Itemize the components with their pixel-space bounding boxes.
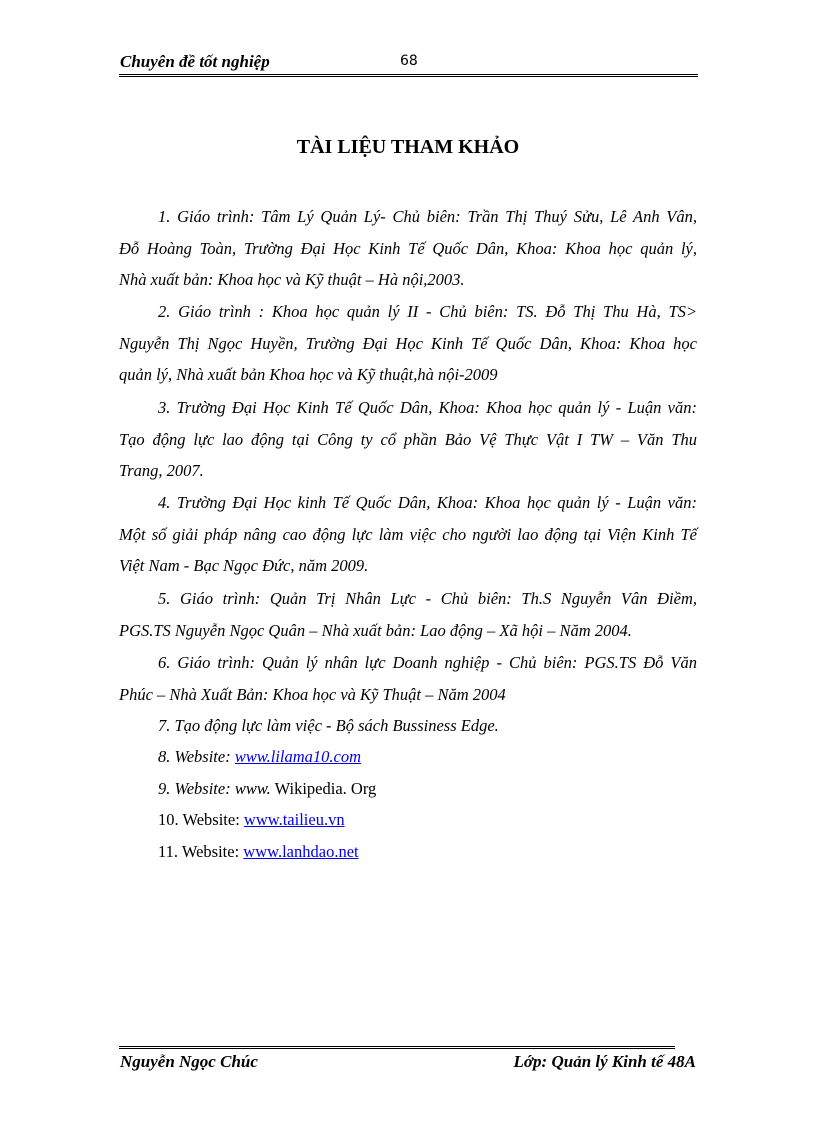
reference-line: Phúc – Nhà Xuất Bản: Khoa học và Kỹ Thuật – Năm 2004 bbox=[119, 684, 506, 704]
reference-label: 9. Website: www. bbox=[158, 779, 271, 798]
reference-line: 1. Giáo trình: Tâm Lý Quản Lý- Chủ biên: Trần Thị Thuý Sửu, Lê Anh Vân, bbox=[158, 207, 697, 226]
reference-3 bbox=[119, 392, 697, 487]
reference-2 bbox=[119, 296, 697, 391]
reference-line: quản lý, Nhà xuất bản Khoa học và Kỹ thuật,hà nội-2009 bbox=[119, 365, 498, 384]
reference-label: 11. Website: bbox=[158, 842, 244, 861]
reference-7 bbox=[119, 710, 697, 742]
reference-11 bbox=[119, 836, 697, 868]
website-link[interactable]: www.tailieu.vn bbox=[243, 810, 345, 829]
reference-9 bbox=[119, 773, 697, 805]
reference-line: 3. Trường Đại Học Kinh Tế Quốc Dân, Khoa: Khoa học quản lý - Luận văn: bbox=[158, 398, 697, 417]
reference-line: Một số giải pháp nâng cao động lực làm việc cho người lao động tại Viện Kinh Tế bbox=[119, 524, 697, 544]
reference-line: Trang, 2007. bbox=[119, 461, 204, 480]
reference-line: Nguyễn Thị Ngọc Huyền, Trường Đại Học Kinh Tế Quốc Dân, Khoa: Khoa học bbox=[119, 333, 697, 353]
page-number: 68 bbox=[400, 53, 418, 69]
reference-line bbox=[119, 773, 697, 805]
reference-line: Đỗ Hoàng Toàn, Trường Đại Học Kinh Tế Quốc Dân, Khoa: Khoa học quản lý, bbox=[119, 238, 697, 258]
website-link[interactable]: www.lilama10.com bbox=[234, 747, 362, 766]
reference-line: Tạo động lực lao động tại Công ty cổ phần Bảo Vệ Thực Vật I TW – Văn Thu bbox=[119, 429, 697, 449]
reference-line bbox=[119, 741, 697, 773]
reference-line: Việt Nam - Bạc Ngọc Đức, năm 2009. bbox=[119, 556, 369, 575]
reference-line: 5. Giáo trình: Quản Trị Nhân Lực - Chủ biên: Th.S Nguyễn Vân Điềm, bbox=[158, 589, 697, 608]
reference-line: Nhà xuất bản: Khoa học và Kỹ thuật – Hà nội,2003. bbox=[119, 270, 465, 289]
reference-text: Wikipedia. Org bbox=[270, 779, 377, 798]
reference-line: 7. Tạo động lực làm việc - Bộ sách Bussiness Edge. bbox=[158, 716, 499, 735]
reference-label: 8. Website: bbox=[158, 747, 235, 766]
header-title: Chuyên đề tốt nghiệp bbox=[120, 52, 270, 71]
footer-class: Lớp: Quản lý Kinh tế 48A bbox=[513, 1052, 696, 1071]
footer-author: Nguyễn Ngọc Chúc bbox=[120, 1052, 258, 1071]
reference-line bbox=[119, 804, 697, 836]
website-link[interactable]: www.lanhdao.net bbox=[243, 842, 359, 861]
footer-divider bbox=[119, 1046, 675, 1051]
reference-4 bbox=[119, 487, 697, 582]
reference-1 bbox=[119, 201, 697, 296]
reference-label: 10. Website: bbox=[158, 810, 244, 829]
page-title: TÀI LIỆU THAM KHẢO bbox=[296, 136, 520, 158]
reference-5 bbox=[119, 583, 697, 646]
reference-line: PGS.TS Nguyễn Ngọc Quân – Nhà xuất bản: Lao động – Xã hội – Năm 2004. bbox=[119, 620, 632, 640]
reference-line bbox=[119, 836, 697, 868]
reference-line: 4. Trường Đại Học kinh Tế Quốc Dân, Khoa: Khoa học quản lý - Luận văn: bbox=[158, 493, 697, 512]
reference-6 bbox=[119, 647, 697, 710]
reference-10 bbox=[119, 804, 697, 836]
reference-line: 2. Giáo trình : Khoa học quản lý II - Chủ biên: TS. Đỗ Thị Thu Hà, TS> bbox=[158, 302, 697, 321]
header-divider bbox=[119, 74, 698, 79]
reference-8 bbox=[119, 741, 697, 773]
reference-line: 6. Giáo trình: Quản lý nhân lực Doanh nghiệp - Chủ biên: PGS.TS Đỗ Văn bbox=[158, 653, 697, 672]
